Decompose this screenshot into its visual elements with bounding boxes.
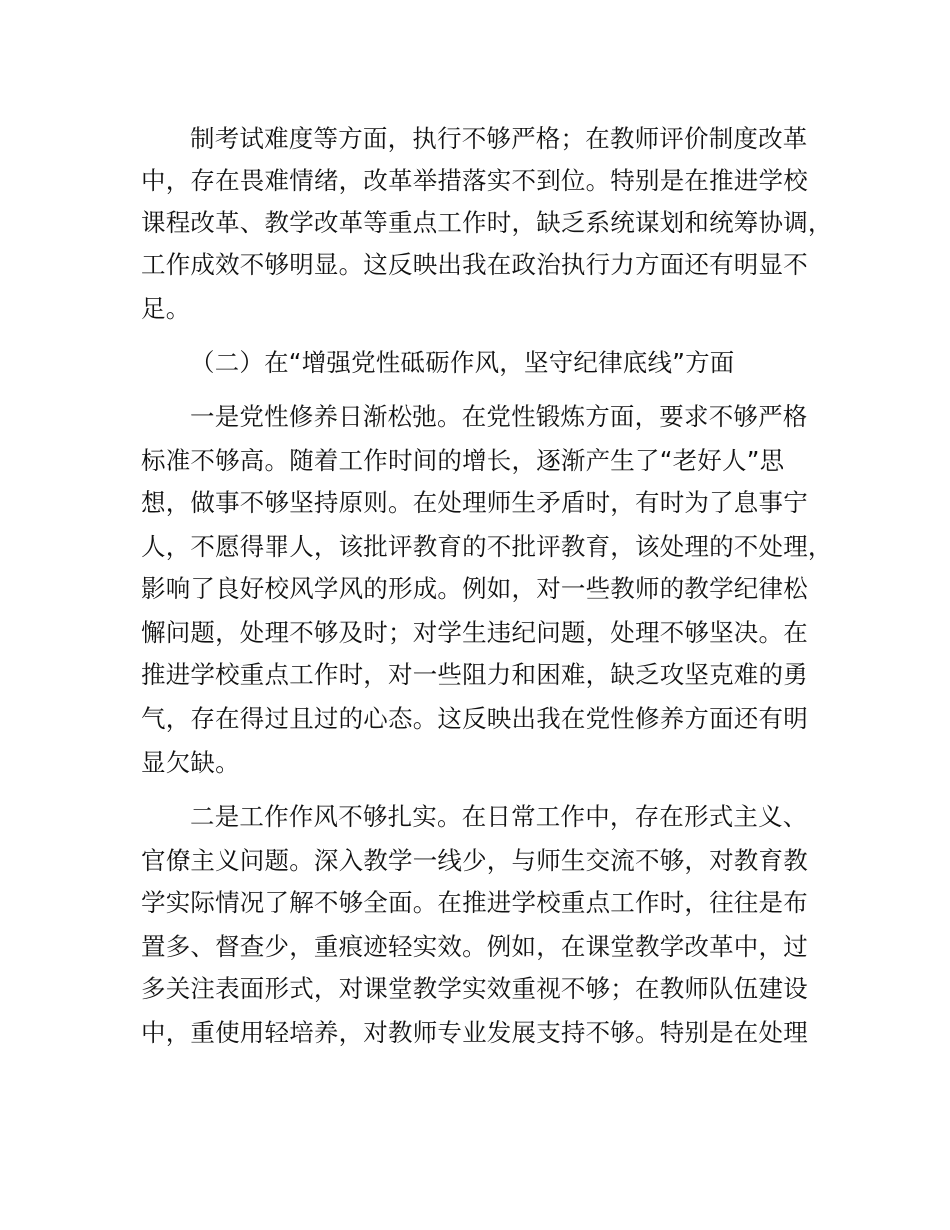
text-line: 制考试难度等方面，执行不够严格；在教师评价制度改革 — [190, 124, 808, 153]
text-line: 工作成效不够明显。这反映出我在政治执行力方面还有明显不 — [141, 250, 808, 279]
text-line: 中，存在畏难情绪，改革举措落实不到位。特别是在推进学校 — [141, 166, 808, 195]
text-line: 官僚主义问题。深入教学一线少，与师生交流不够，对教育教 — [141, 846, 808, 875]
text-line: 多关注表面形式，对课堂教学实效重视不够；在教师队伍建设 — [141, 974, 808, 1003]
text-line: 气，存在得过且过的心态。这反映出我在党性修养方面还有明 — [141, 704, 808, 733]
text-line: 人，不愿得罪人，该批评教育的不批评教育，该处理的不处理， — [141, 532, 833, 561]
text-line: 懈问题，处理不够及时；对学生违纪问题，处理不够坚决。在 — [141, 618, 808, 647]
text-line: 足。 — [141, 294, 191, 323]
text-line: 影响了良好校风学风的形成。例如，对一些教师的教学纪律松 — [141, 574, 808, 603]
text-line: 课程改革、教学改革等重点工作时，缺乏系统谋划和统筹协调， — [141, 208, 833, 237]
text-line: 学实际情况了解不够全面。在推进学校重点工作时，往往是布 — [141, 888, 808, 917]
text-line: 标准不够高。随着工作时间的增长，逐渐产生了“老好人”思 — [141, 446, 785, 475]
text-line: 置多、督查少，重痕迹轻实效。例如，在课堂教学改革中，过 — [141, 932, 808, 961]
section-heading: （二）在“增强党性砥砺作风，坚守纪律底线”方面 — [190, 348, 735, 377]
text-line: 想，做事不够坚持原则。在处理师生矛盾时，有时为了息事宁 — [141, 488, 808, 517]
text-line: 推进学校重点工作时，对一些阻力和困难，缺乏攻坚克难的勇 — [141, 660, 808, 689]
text-line: 中，重使用轻培养，对教师专业发展支持不够。特别是在处理 — [141, 1018, 808, 1047]
text-line: 二是工作作风不够扎实。在日常工作中，存在形式主义、 — [190, 802, 808, 831]
text-line: 一是党性修养日渐松弛。在党性锻炼方面，要求不够严格 — [190, 402, 808, 431]
text-line: 显欠缺。 — [141, 748, 240, 777]
